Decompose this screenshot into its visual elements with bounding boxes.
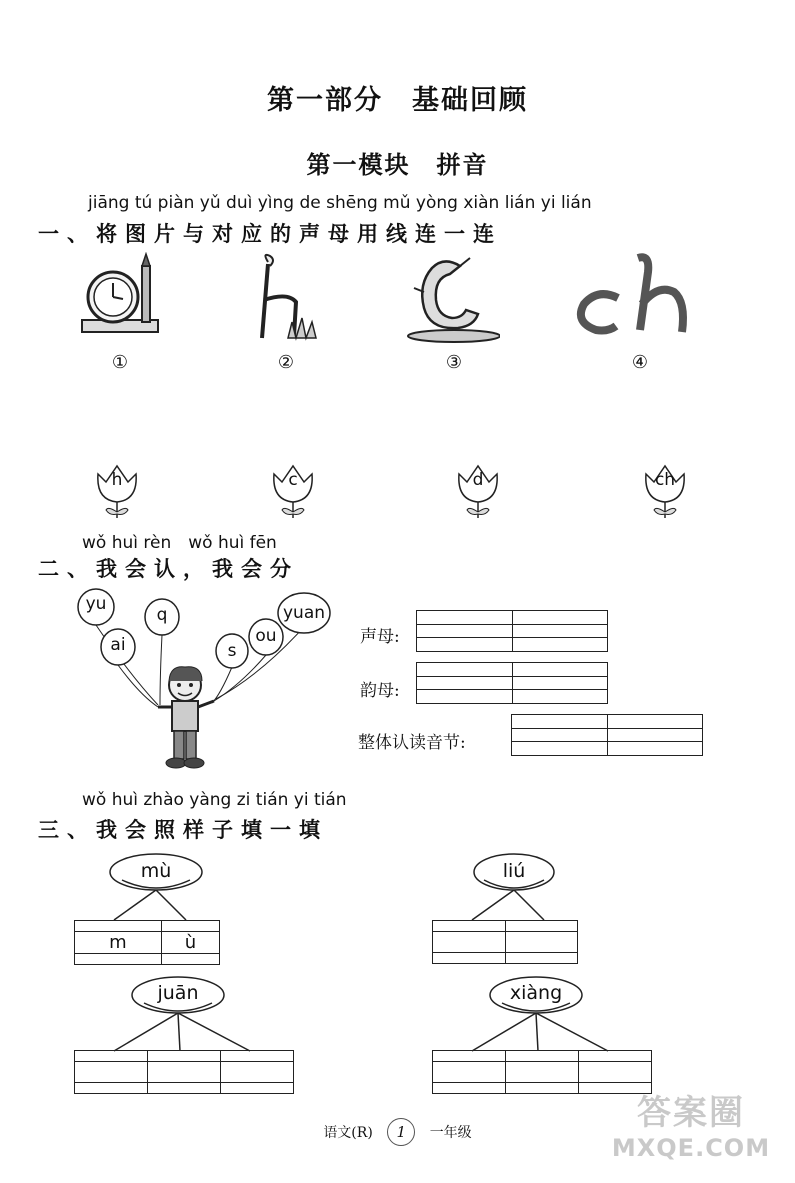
footer-grade: 一年级 — [429, 1125, 472, 1141]
watermark-line1: 答案圈 — [637, 1093, 745, 1133]
flower-label: h — [111, 470, 123, 490]
yunmu-table[interactable] — [416, 662, 608, 704]
syllable-juan: juān — [157, 982, 199, 1004]
flower-h[interactable] — [92, 450, 142, 520]
flower-c[interactable] — [268, 450, 318, 520]
footer-subject: 语文(R) — [323, 1125, 373, 1141]
section1-pinyin: jiāng tú piàn yǔ duì yìng de shēng mǔ yòng xiàn lián yi lián — [88, 193, 592, 213]
picture-number-4: ④ — [631, 352, 649, 373]
page-title: 第一部分 基础回顾 — [267, 85, 528, 116]
zhengti-table[interactable] — [511, 714, 703, 756]
yunmu-label: 韵母: — [360, 681, 400, 701]
watermark-line2: MXQE.COM — [611, 1134, 771, 1162]
flower-d[interactable] — [453, 450, 503, 520]
picture-number-1: ① — [111, 352, 129, 373]
shengmu-table[interactable] — [416, 610, 608, 652]
zhengti-label: 整体认读音节: — [358, 733, 466, 753]
balloon-yuan[interactable]: yuan — [282, 603, 326, 623]
section3-heading: 三、我会照样子填一填 — [38, 818, 328, 842]
split-table-mu[interactable] — [74, 920, 220, 965]
part-m: m — [75, 932, 162, 954]
balloon-q[interactable]: q — [156, 605, 168, 625]
balloon-s[interactable]: s — [227, 641, 237, 661]
syllable-liu: liú — [502, 860, 526, 882]
picture-number-2: ② — [277, 352, 295, 373]
balloon-ai[interactable]: ai — [110, 635, 126, 655]
split-table-juan[interactable] — [74, 1050, 294, 1094]
page-number: 1 — [387, 1118, 415, 1146]
balloon-ou[interactable]: ou — [255, 626, 277, 646]
chair-picture — [248, 252, 328, 342]
ribbon-ch-picture — [568, 252, 694, 336]
watermark — [601, 1085, 781, 1175]
balloon-yu[interactable]: yu — [85, 594, 107, 614]
part-u: ù — [161, 932, 219, 954]
section1-heading: 一、将图片与对应的声母用线连一连 — [38, 222, 502, 246]
picture-number-3: ③ — [445, 352, 463, 373]
flower-label: ch — [654, 470, 676, 490]
syllable-mu: mù — [140, 860, 172, 882]
flower-label: c — [288, 470, 298, 490]
clock-picture — [80, 252, 160, 342]
flower-ch[interactable] — [640, 450, 690, 520]
shengmu-label: 声母: — [360, 627, 400, 647]
cactus-picture — [404, 252, 500, 344]
split-table-liu[interactable] — [432, 920, 578, 964]
flower-label: d — [472, 470, 484, 490]
section2-pinyin: wǒ huì rèn wǒ huì fēn — [82, 533, 277, 553]
section3-pinyin: wǒ huì zhào yàng zi tián yi tián — [82, 790, 347, 810]
module-title: 第一模块 拼音 — [306, 151, 489, 179]
syllable-xiang: xiàng — [509, 982, 563, 1004]
section2-heading: 二、我会认，我会分 — [38, 557, 299, 581]
